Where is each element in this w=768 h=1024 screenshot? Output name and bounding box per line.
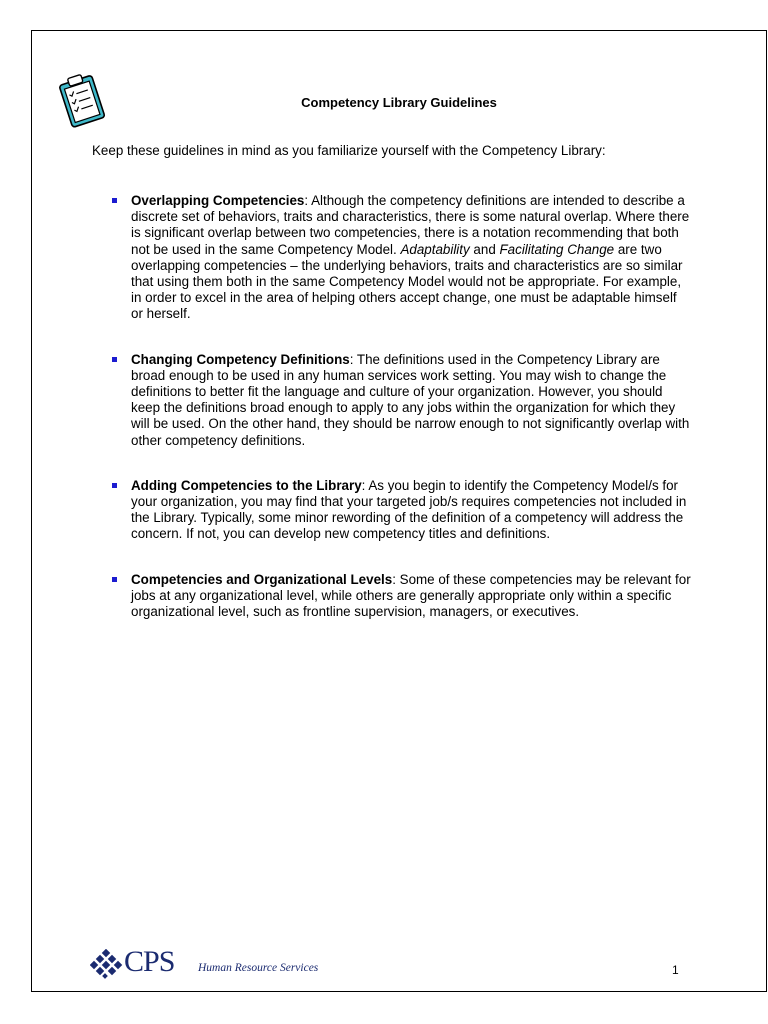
list-item xyxy=(112,352,692,449)
bullet-text: : As you begin to identify the Competency Model/s for your organization, you may find that your targeted job/s requires competencies not included in the Library. Typically, some minor rewording of the definition of a competency will address the concern. If not, you can develop new competency titles and definitions. xyxy=(131,477,687,542)
bullet-marker-icon xyxy=(112,357,117,362)
diamond-grid-logo-icon xyxy=(90,949,124,979)
guidelines-list xyxy=(112,193,692,620)
bullet-term: Adding Competencies to the Library xyxy=(131,477,362,493)
bullet-text: : The definitions used in the Competency Library are broad enough to be used in any human services work setting. You may wish to change the definitions to better fit the language and culture of your organization. However, you should keep the definitions broad enough to apply to any jobs within the organization for which they will be used. On the other hand, they should be narrow enough to not significantly overlap with other competency definitions. xyxy=(131,351,690,448)
bullet-text: and xyxy=(469,241,500,257)
intro-paragraph: Keep these guidelines in mind as you familiarize yourself with the Competency Library: xyxy=(92,143,606,158)
bullet-text: : Some of these competencies may be relevant for jobs at any organizational level, while others are generally appropriate only within a specific organizational level, such as frontline supervision, managers, or executives. xyxy=(131,571,691,620)
page-number: 1 xyxy=(672,963,679,977)
bullet-term: Changing Competency Definitions xyxy=(131,351,350,367)
bullet-marker-icon xyxy=(112,483,117,488)
cps-logo xyxy=(90,945,330,979)
list-item xyxy=(112,193,692,323)
bullet-italic-term: Facilitating Change xyxy=(499,241,615,257)
list-item xyxy=(112,478,692,543)
bullet-term: Competencies and Organizational Levels xyxy=(131,571,393,587)
bullet-term: Overlapping Competencies xyxy=(131,193,305,208)
logo-text: CPS xyxy=(124,945,175,978)
bullet-italic-term: Adaptability xyxy=(400,241,470,257)
logo-subtext: Human Resource Services xyxy=(198,962,319,974)
document-title: Competency Library Guidelines xyxy=(301,95,497,110)
bullet-marker-icon xyxy=(112,198,117,203)
list-item xyxy=(112,572,692,621)
bullet-marker-icon xyxy=(112,577,117,582)
bullet-text: are two overlapping competencies – the underlying behaviors, traits and characteristics are so similar that using them both in the same Competency Model would not be appropriate. For example, in order to excel in the area of helping others accept change, one must be adaptable himself or herself. xyxy=(131,241,683,322)
bullet-text: : Although the competency definitions are intended to describe a discrete set of behaviors, traits and characteristics, there is some natural overlap. Where there is significant overlap between two competencies, there is a notation recommending that both not be used in the same Competency Model. xyxy=(131,193,690,257)
document-page xyxy=(31,30,767,992)
